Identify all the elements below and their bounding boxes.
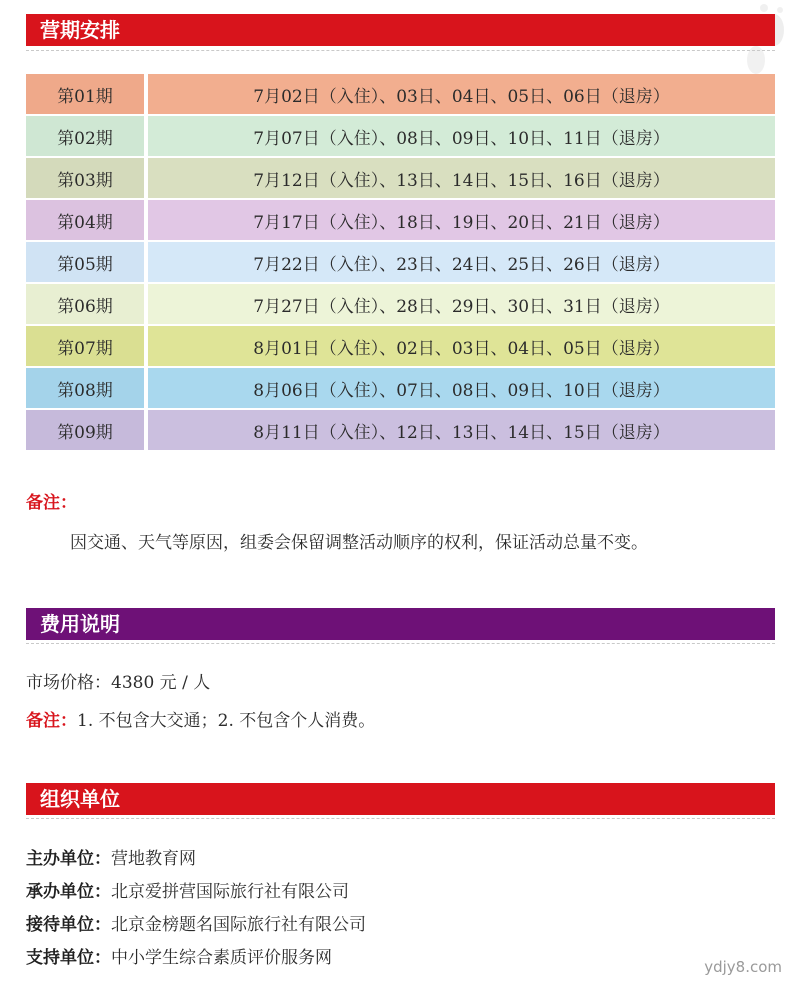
divider [26, 50, 775, 51]
table-row [26, 410, 775, 450]
period-cell: 第05期 [26, 242, 144, 282]
fee-note-text: 1. 不包含大交通；2. 不包含个人消费。 [77, 711, 376, 731]
org-section-header [26, 783, 775, 815]
watermark: ydjy8.com [704, 958, 782, 976]
note-text: 因交通、天气等原因，组委会保留调整活动顺序的权利，保证活动总量不变。 [70, 533, 648, 553]
fee-note [26, 706, 375, 731]
organizer-value: 北京爱拼营国际旅行社有限公司 [111, 882, 349, 902]
table-row [26, 74, 775, 114]
dates-cell: 7月27日（入住）、28日、29日、30日、31日（退房） [148, 284, 775, 324]
schedule-section-title: 营期安排 [40, 18, 120, 42]
organizer-support [26, 943, 332, 968]
organizer-label: 主办单位： [26, 849, 111, 869]
fee-section-header [26, 608, 775, 640]
organizer-label: 支持单位： [26, 948, 111, 968]
table-row [26, 158, 775, 198]
dates-cell: 7月12日（入住）、13日、14日、15日、16日（退房） [148, 158, 775, 198]
period-cell: 第07期 [26, 326, 144, 366]
organizer-value: 北京金榜题名国际旅行社有限公司 [111, 915, 366, 935]
period-cell: 第06期 [26, 284, 144, 324]
fee-note-label: 备注： [26, 711, 77, 731]
organizer-host [26, 844, 196, 869]
dates-cell: 7月22日（入住）、23日、24日、25日、26日（退房） [148, 242, 775, 282]
period-cell: 第03期 [26, 158, 144, 198]
organizer-label: 接待单位： [26, 915, 111, 935]
note-label: 备注： [26, 493, 77, 513]
period-cell: 第02期 [26, 116, 144, 156]
market-price: 市场价格：4380 元 / 人 [26, 673, 211, 693]
organizer-value: 中小学生综合素质评价服务网 [111, 948, 332, 968]
table-row [26, 242, 775, 282]
schedule-table [26, 74, 775, 452]
organizer-value: 营地教育网 [111, 849, 196, 869]
table-row [26, 326, 775, 366]
org-section-title: 组织单位 [40, 787, 120, 811]
dates-cell: 8月11日（入住）、12日、13日、14日、15日（退房） [148, 410, 775, 450]
period-cell: 第01期 [26, 74, 144, 114]
table-row [26, 200, 775, 240]
organizer-undertaker [26, 877, 349, 902]
fee-section-title: 费用说明 [40, 612, 120, 636]
organizer-label: 承办单位： [26, 882, 111, 902]
period-cell: 第09期 [26, 410, 144, 450]
period-cell: 第04期 [26, 200, 144, 240]
dates-cell: 7月07日（入住）、08日、09日、10日、11日（退房） [148, 116, 775, 156]
dates-cell: 7月17日（入住）、18日、19日、20日、21日（退房） [148, 200, 775, 240]
schedule-section-header [26, 14, 775, 46]
table-row [26, 284, 775, 324]
divider [26, 818, 775, 819]
period-cell: 第08期 [26, 368, 144, 408]
table-row [26, 368, 775, 408]
organizer-reception [26, 910, 366, 935]
divider [26, 643, 775, 644]
table-row [26, 116, 775, 156]
dates-cell: 7月02日（入住）、03日、04日、05日、06日（退房） [148, 74, 775, 114]
dates-cell: 8月01日（入住）、02日、03日、04日、05日（退房） [148, 326, 775, 366]
dates-cell: 8月06日（入住）、07日、08日、09日、10日（退房） [148, 368, 775, 408]
